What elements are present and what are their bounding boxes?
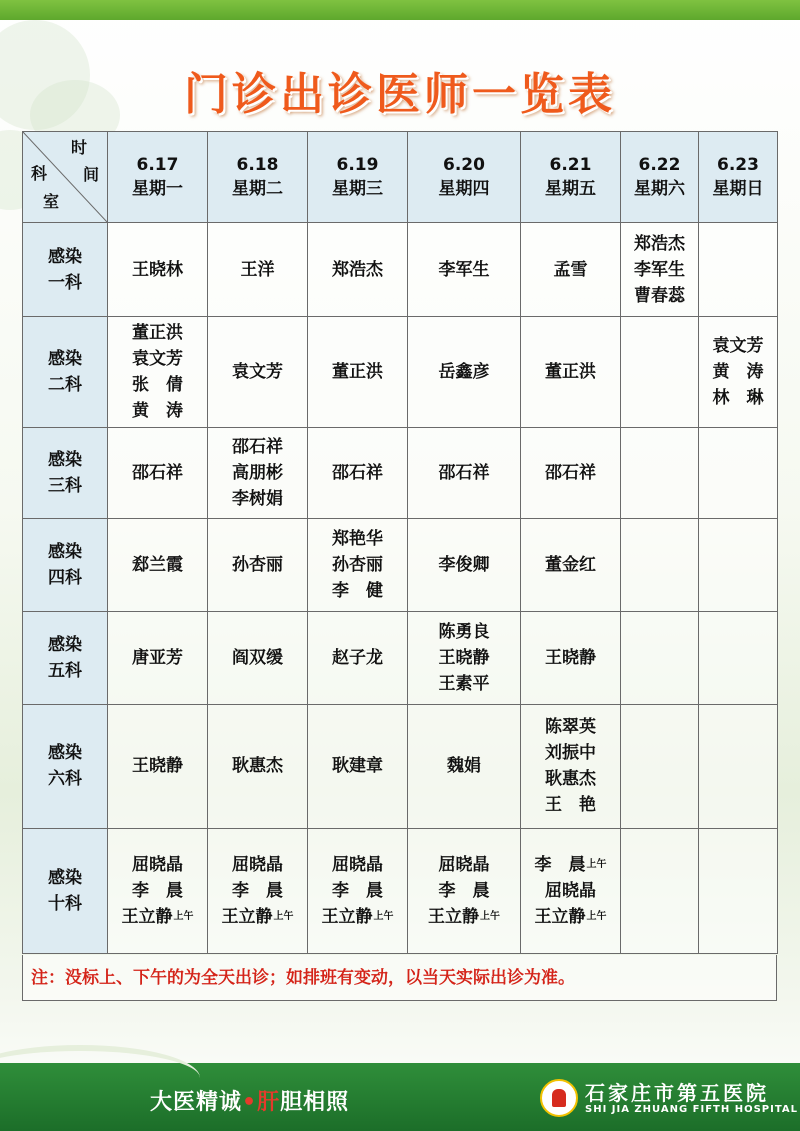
- schedule-cell: [699, 705, 778, 828]
- day-weekday: 星期四: [438, 179, 490, 199]
- doctor-entry: [308, 904, 407, 930]
- day-date: 6.20: [443, 155, 485, 175]
- doctor-name: 董正洪: [132, 323, 183, 344]
- doctor-entry: [308, 359, 407, 385]
- corner-dept-1: 科: [31, 164, 48, 183]
- dept-cell: [23, 317, 108, 428]
- dept-label: 感染: [48, 743, 82, 764]
- day-date: 6.17: [136, 155, 179, 175]
- dept-cell: [23, 828, 108, 953]
- page-title: 门诊出诊医师一览表: [184, 69, 616, 120]
- doctor-name: 李军生: [634, 259, 685, 280]
- doctor-name: 邵石祥: [132, 463, 183, 484]
- doctor-name: 王 艳: [545, 795, 596, 816]
- dept-row: [23, 705, 778, 828]
- dept-label: 三科: [48, 476, 82, 497]
- day-date: 6.18: [236, 155, 279, 175]
- doctor-entry: [108, 753, 207, 779]
- doctor-entry: [308, 578, 407, 604]
- schedule-cell: [699, 519, 778, 612]
- corner-dept-2: 室: [43, 192, 60, 211]
- schedule-cell: [621, 428, 699, 519]
- doctor-name: 王晓静: [545, 648, 596, 669]
- schedule-cell: [208, 705, 308, 828]
- schedule-cell: [108, 519, 208, 612]
- doctor-entry: [208, 852, 307, 878]
- schedule-cell: [408, 612, 521, 705]
- doctor-name: 陈翠英: [545, 717, 596, 738]
- day-weekday: 星期一: [132, 179, 183, 199]
- hospital-name-en: SHI JIA ZHUANG FIFTH HOSPITAL: [585, 1104, 798, 1115]
- schedule-cell: [699, 612, 778, 705]
- doctor-entry: [108, 257, 207, 283]
- doctor-name: 邵石祥: [332, 463, 383, 484]
- doctor-entry: [521, 740, 620, 766]
- doctor-entry: [208, 904, 307, 930]
- schedule-cell: [208, 223, 308, 317]
- doctor-entry: [308, 645, 407, 671]
- doctor-name: 王洋: [240, 259, 275, 280]
- hospital-slogan: [150, 1085, 349, 1116]
- schedule-cell: [308, 223, 408, 317]
- doctor-name: 唐亚芳: [132, 648, 183, 669]
- doctor-entry: [521, 714, 620, 740]
- corner-cell: [23, 132, 108, 223]
- schedule-cell: [108, 428, 208, 519]
- doctor-name: 邵石祥: [545, 463, 596, 484]
- doctor-name: 魏娟: [447, 756, 481, 777]
- dept-label: 感染: [48, 867, 82, 888]
- doctor-name: 李 晨: [232, 880, 283, 901]
- dept-label: 感染: [48, 349, 82, 370]
- doctor-name: 李军生: [438, 259, 490, 280]
- schedule-cell: [208, 828, 308, 953]
- doctor-entry: [521, 359, 620, 385]
- doctor-entry: [108, 904, 207, 930]
- schedule-cell: [308, 612, 408, 705]
- doctor-name: 郑艳华: [332, 529, 383, 550]
- schedule-cell: [408, 705, 521, 828]
- doctor-entry: [308, 852, 407, 878]
- doctor-name: 孙杏丽: [232, 555, 283, 576]
- doctor-name: 阎双缓: [232, 648, 283, 669]
- doctor-name: 屈晓晶: [132, 854, 183, 875]
- doctor-entry: [308, 526, 407, 552]
- schedule-cell: [308, 519, 408, 612]
- doctor-name: 袁文芳: [132, 349, 183, 370]
- dept-label: 感染: [48, 246, 82, 267]
- doctor-entry: [521, 852, 620, 878]
- schedule-cell: [521, 828, 621, 953]
- doctor-name: 张 倩: [132, 375, 183, 396]
- dept-label: 六科: [48, 769, 82, 790]
- doctor-entry: [108, 372, 207, 398]
- day-header: [308, 132, 408, 223]
- schedule-cell: [208, 519, 308, 612]
- doctor-name: 李树娟: [232, 489, 283, 510]
- doctor-entry: [408, 552, 520, 578]
- doctor-name: 董金红: [545, 555, 596, 576]
- schedule-cell: [621, 317, 699, 428]
- doctor-entry: [521, 460, 620, 486]
- doctor-name: 屈晓晶: [438, 854, 490, 875]
- doctor-name: 黄 涛: [132, 401, 183, 422]
- schedule-cell: [408, 519, 521, 612]
- schedule-cell: [408, 223, 521, 317]
- doctor-name: 王晓静: [132, 756, 183, 777]
- doctor-name: 袁文芳: [232, 362, 283, 383]
- schedule-cell: [699, 428, 778, 519]
- doctor-entry: [408, 645, 520, 671]
- schedule-cell: [621, 519, 699, 612]
- schedule-cell: [521, 705, 621, 828]
- schedule-cell: [408, 828, 521, 953]
- doctor-entry: [108, 346, 207, 372]
- day-date: 6.23: [717, 155, 759, 175]
- slogan-part-a: 大医精诚: [150, 1090, 243, 1115]
- doctor-name: 岳鑫彦: [438, 362, 490, 383]
- doctor-entry: [408, 460, 520, 486]
- schedule-cell: [621, 612, 699, 705]
- doctor-entry: [308, 753, 407, 779]
- doctor-name: 王立静: [534, 906, 586, 927]
- schedule-cell: [521, 223, 621, 317]
- dept-row: [23, 828, 778, 953]
- doctor-entry: [208, 486, 307, 512]
- doctor-entry: [408, 852, 520, 878]
- header-row: [23, 132, 778, 223]
- day-weekday: 星期六: [634, 179, 685, 199]
- dept-cell: [23, 428, 108, 519]
- doctor-name: 郄兰霞: [132, 555, 183, 576]
- doctor-entry: [308, 257, 407, 283]
- hospital-logo-icon: [540, 1079, 578, 1117]
- doctor-name: 屈晓晶: [332, 854, 383, 875]
- dept-row: [23, 428, 778, 519]
- doctor-name: 王晓林: [132, 259, 183, 280]
- doctor-entry: [208, 359, 307, 385]
- schedule-cell: [521, 612, 621, 705]
- doctor-entry: [621, 283, 698, 309]
- dept-row: [23, 317, 778, 428]
- day-date: 6.22: [638, 155, 681, 175]
- dept-label: 五科: [48, 661, 82, 682]
- doctor-entry: [308, 878, 407, 904]
- doctor-entry: [208, 753, 307, 779]
- schedule-cell: [621, 223, 699, 317]
- schedule-table: [22, 131, 778, 954]
- schedule-cell: [108, 828, 208, 953]
- footer-bar: [0, 1063, 800, 1131]
- doctor-name: 李 晨: [534, 854, 586, 875]
- doctor-name: 郑浩杰: [634, 233, 685, 254]
- schedule-cell: [521, 519, 621, 612]
- schedule-cell: [408, 428, 521, 519]
- doctor-entry: [208, 460, 307, 486]
- doctor-name: 黄 涛: [712, 362, 764, 383]
- schedule-cell: [208, 428, 308, 519]
- doctor-entry: [521, 257, 620, 283]
- doctor-name: 王立静: [121, 906, 173, 927]
- dept-row: [23, 612, 778, 705]
- schedule-body: [23, 223, 778, 954]
- doctor-name: 王立静: [321, 906, 373, 927]
- schedule-cell: [308, 828, 408, 953]
- doctor-name: 王素平: [438, 674, 490, 695]
- doctor-name: 李俊卿: [438, 555, 490, 576]
- doctor-entry: [308, 460, 407, 486]
- doctor-entry: [208, 645, 307, 671]
- dept-label: 四科: [48, 568, 82, 589]
- session-tag: 上午: [586, 858, 607, 870]
- doctor-entry: [621, 257, 698, 283]
- corner-time-1: 时: [70, 138, 87, 157]
- doctor-name: 李 晨: [438, 880, 490, 901]
- dept-label: 感染: [48, 635, 82, 656]
- dept-cell: [23, 705, 108, 828]
- day-header: [521, 132, 621, 223]
- slogan-part-mid: •肝: [242, 1090, 281, 1115]
- schedule-cell: [621, 705, 699, 828]
- doctor-name: 耿惠杰: [545, 769, 596, 790]
- doctor-entry: [108, 852, 207, 878]
- doctor-entry: [408, 257, 520, 283]
- dept-label: 二科: [48, 375, 82, 396]
- dept-label: 十科: [48, 893, 82, 914]
- schedule-cell: [108, 317, 208, 428]
- doctor-name: 高朋彬: [232, 463, 283, 484]
- corner-time-2: 间: [82, 165, 99, 184]
- dept-cell: [23, 223, 108, 317]
- doctor-entry: [699, 359, 777, 385]
- doctor-name: 李 晨: [332, 880, 383, 901]
- schedule-cell: [521, 317, 621, 428]
- session-tag: 上午: [273, 910, 294, 922]
- doctor-name: 陈勇良: [438, 622, 490, 643]
- doctor-entry: [408, 753, 520, 779]
- doctor-entry: [408, 878, 520, 904]
- doctor-entry: [108, 460, 207, 486]
- doctor-name: 孙杏丽: [332, 555, 383, 576]
- doctor-name: 屈晓晶: [232, 854, 283, 875]
- doctor-entry: [208, 257, 307, 283]
- dept-label: 一科: [48, 272, 82, 293]
- schedule-cell: [208, 317, 308, 428]
- session-tag: 上午: [480, 910, 500, 922]
- doctor-entry: [208, 878, 307, 904]
- doctor-name: 郑浩杰: [332, 259, 383, 280]
- doctor-entry: [208, 552, 307, 578]
- schedule-cell: [699, 223, 778, 317]
- day-weekday: 星期三: [332, 179, 383, 199]
- doctor-name: 王晓静: [438, 648, 490, 669]
- day-weekday: 星期五: [545, 179, 596, 199]
- doctor-name: 李 健: [332, 581, 383, 602]
- doctor-entry: [699, 385, 777, 411]
- doctor-entry: [208, 434, 307, 460]
- day-date: 6.19: [336, 155, 379, 175]
- doctor-name: 李 晨: [132, 880, 183, 901]
- dept-label: 感染: [48, 450, 82, 471]
- doctor-entry: [408, 671, 520, 697]
- doctor-entry: [108, 552, 207, 578]
- doctor-entry: [521, 766, 620, 792]
- dept-row: [23, 519, 778, 612]
- top-green-bar: [0, 0, 800, 20]
- doctor-name: 王立静: [221, 906, 273, 927]
- slogan-part-b: 胆相照: [280, 1090, 350, 1115]
- dept-cell: [23, 519, 108, 612]
- session-tag: 上午: [373, 910, 394, 922]
- doctor-entry: [521, 878, 620, 904]
- doctor-name: 孟雪: [553, 259, 588, 280]
- doctor-entry: [108, 320, 207, 346]
- schedule-cell: [521, 428, 621, 519]
- doctor-entry: [521, 645, 620, 671]
- doctor-name: 曹春蕊: [634, 285, 685, 306]
- session-tag: 上午: [173, 910, 194, 922]
- doctor-name: 刘振中: [545, 743, 596, 764]
- doctor-entry: [408, 619, 520, 645]
- day-header: [208, 132, 308, 223]
- day-header: [408, 132, 521, 223]
- doctor-name: 屈晓晶: [545, 880, 596, 901]
- doctor-name: 邵石祥: [232, 437, 283, 458]
- doctor-entry: [308, 552, 407, 578]
- doctor-name: 袁文芳: [712, 336, 764, 357]
- doctor-name: 王立静: [428, 906, 479, 927]
- doctor-name: 耿惠杰: [232, 756, 283, 777]
- doctor-entry: [521, 552, 620, 578]
- dept-row: [23, 223, 778, 317]
- session-tag: 上午: [586, 910, 607, 922]
- schedule-cell: [308, 705, 408, 828]
- doctor-entry: [521, 904, 620, 930]
- doctor-name: 林 琳: [712, 388, 764, 409]
- doctor-entry: [621, 231, 698, 257]
- schedule-cell: [699, 828, 778, 953]
- schedule-cell: [108, 612, 208, 705]
- schedule-cell: [308, 317, 408, 428]
- schedule-cell: [108, 705, 208, 828]
- doctor-name: 赵子龙: [332, 648, 383, 669]
- day-header: [699, 132, 778, 223]
- schedule-note: 注：没标上、下午的为全天出诊；如排班有变动，以当天实际出诊为准。: [22, 955, 777, 1001]
- dept-label: 感染: [48, 542, 82, 563]
- doctor-entry: [108, 398, 207, 424]
- day-header: [108, 132, 208, 223]
- doctor-entry: [408, 359, 520, 385]
- schedule-cell: [408, 317, 521, 428]
- schedule-cell: [208, 612, 308, 705]
- doctor-entry: [108, 878, 207, 904]
- doctor-name: 董正洪: [332, 362, 383, 383]
- schedule-cell: [621, 828, 699, 953]
- doctor-name: 邵石祥: [438, 463, 490, 484]
- doctor-name: 董正洪: [545, 362, 596, 383]
- hospital-name-cn: 石家庄市第五医院: [585, 1081, 769, 1105]
- schedule-cell: [308, 428, 408, 519]
- doctor-name: 耿建章: [332, 756, 383, 777]
- day-weekday: 星期日: [712, 179, 764, 199]
- day-date: 6.21: [549, 155, 592, 175]
- doctor-entry: [699, 333, 777, 359]
- doctor-entry: [521, 792, 620, 818]
- doctor-entry: [108, 645, 207, 671]
- schedule-cell: [699, 317, 778, 428]
- day-header: [621, 132, 699, 223]
- day-weekday: 星期二: [232, 179, 283, 199]
- doctor-entry: [408, 904, 520, 930]
- schedule-cell: [108, 223, 208, 317]
- dept-cell: [23, 612, 108, 705]
